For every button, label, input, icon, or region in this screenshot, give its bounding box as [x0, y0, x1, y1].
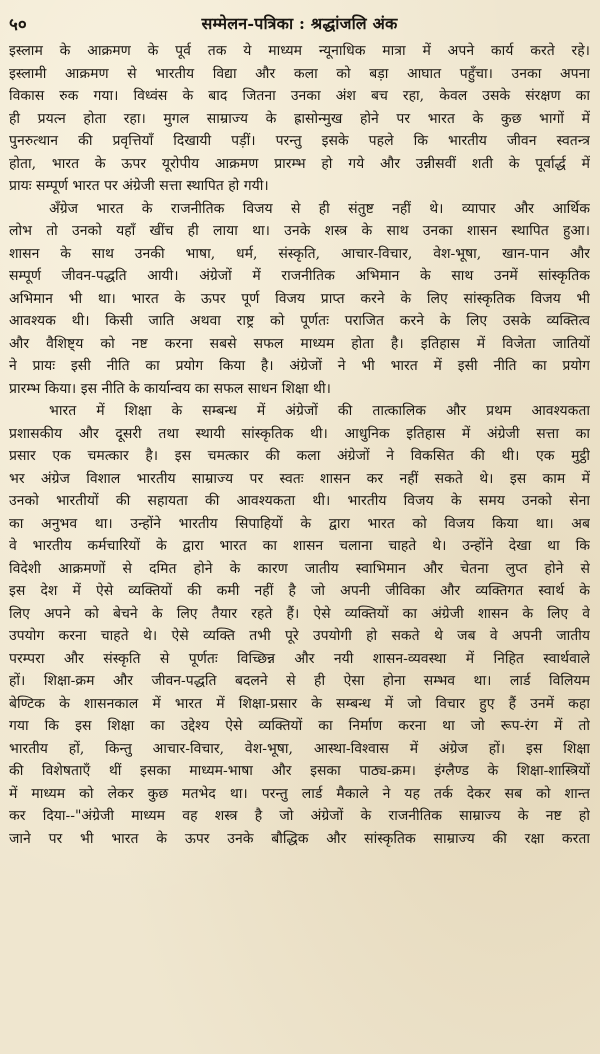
- text-line: गया कि इस शिक्षा का उद्देश्य ऐसे व्यक्तियों का निर्माण करना था जो रूप-रंग में तो: [9, 718, 590, 734]
- text-line: कर दिया--"अंग्रेजी माध्यम वह शस्त्र है जो अंग्रेजों के राजनीतिक साम्राज्य के नष्ट हो: [9, 808, 590, 824]
- text-line: भारतीय हों, किन्तु आचार-विचार, वेश-भूषा, आस्था-विश्वास में अंग्रेज हों। इस शिक्षा: [9, 740, 590, 757]
- paragraph-3: [9, 400, 590, 850]
- text-line: सम्पूर्ण जीवन-पद्धति आयी। अंग्रेजों में राजनीतिक अभिमान के साथ उनमें सांस्कृतिक: [9, 268, 590, 284]
- text-line: बेण्टिक के शासनकाल में भारत में शिक्षा-प्रसार के सम्बन्ध में जो विचार हुए हैं उनमें कहा: [9, 695, 590, 712]
- text-line: भारत में शिक्षा के सम्बन्ध में अंग्रेजों की तात्कालिक और प्रथम आवश्यकता: [49, 403, 590, 419]
- paragraph-2: [9, 198, 590, 401]
- text-line: ने प्रायः इसी नीति का प्रयोग किया है। अंग्रेजों ने भी भारत में इसी नीति का प्रयोग: [9, 358, 590, 374]
- text-line: हों। शिक्षा-क्रम और जीवन-पद्धति बदलने से ही ऐसा होना सम्भव था। लार्ड विलियम: [9, 673, 590, 689]
- text-line: में माध्यम को लेकर कुछ मतभेद था। परन्तु लार्ड मैकाले ने यह तर्क देकर सब को शान्त: [9, 785, 590, 802]
- text-line: वे भारतीय कर्मचारियों के द्वारा भारत का शासन चलाना चाहते थे। उन्होंने देखा था कि: [9, 538, 590, 554]
- text-line: विकास रुक गया। विध्वंस के बाद जितना उनका अंश बच रहा, केवल उसके संरक्षण का: [9, 88, 590, 104]
- text-line: अभिमान भी था। भारत के ऊपर पूर्ण विजय प्राप्त करने के लिए सांस्कृतिक विजय भी: [9, 290, 590, 307]
- text-line: इस देश में ऐसे व्यक्तियों की कमी नहीं है जो अपनी जीविका और व्यक्तिगत स्वार्थ के: [9, 583, 590, 599]
- text-line: भर अंग्रेज विशाल भारतीय साम्राज्य पर स्वतः शासन कर नहीं सकते थे। इस काम में: [9, 470, 590, 487]
- text-line: उनको भारतीयों की सहायता की आवश्यकता थी। भारतीय विजय के समय उनको सेना: [9, 493, 590, 509]
- text-line: जाने पर भी भारत के ऊपर उनके बौद्धिक और सांस्कृतिक साम्राज्य की रक्षा करता: [9, 830, 590, 847]
- page-number: ५०: [9, 15, 27, 35]
- text-line: परम्परा और संस्कृति से पूर्णतः विच्छिन्न और नयी शासन-व्यवस्था में निहित स्वार्थवाले: [9, 650, 590, 667]
- text-line: और वैशिष्ट्य को नष्ट करना सबसे सफल माध्यम होता है। इतिहास में विजेता जातियों: [9, 335, 590, 352]
- text-line: का अनुभव था। उन्होंने भारतीय सिपाहियों के द्वारा भारत को विजय किया था। अब: [9, 515, 590, 532]
- running-head: सम्मेलन-पत्रिका : श्रद्धांजलि अंक: [201, 14, 398, 33]
- text-line: विदेशी आक्रमणों से दमित होने के कारण जातीय स्वाभिमान और चेतना लुप्त होने से: [9, 560, 590, 577]
- text-line: लिए अपने को बेचने के लिए तैयार रहते हैं। ऐसे व्यक्तियों का अंग्रेजी शासन के लिए वे: [9, 605, 590, 622]
- text-line: प्रारम्भ किया। इस नीति के कार्यान्वय का सफल साधन शिक्षा थी।: [9, 380, 331, 397]
- page-header: [9, 8, 590, 38]
- text-line: आवश्यक थी। किसी जाति अथवा राष्ट्र को पूर्णतः पराजित करने के लिए उसके व्यक्तित्व: [9, 313, 590, 329]
- text-line: लोभ तो उनको यहाँ खींच ही लाया था। उनके शस्त्र के साथ उनका शासन स्थापित हुआ।: [9, 223, 590, 239]
- text-line: शासन के साथ उनकी भाषा, धर्म, संस्कृति, आचार-विचार, वेश-भूषा, खान-पान और: [9, 245, 590, 262]
- text-line: प्रायः सम्पूर्ण भारत पर अंग्रेजी सत्ता स्थापित हो गयी।: [9, 178, 269, 194]
- text-line: प्रसार एक चमत्कार है। इस चमत्कार की कला अंग्रेजों ने विकसित की थी। एक मुट्ठी: [9, 448, 590, 464]
- text-line: प्रशासकीय और दूसरी तथा स्थायी सांस्कृतिक थी। आधुनिक इतिहास में अंग्रेजी सत्ता का: [9, 425, 590, 442]
- paragraph-1: [9, 40, 590, 198]
- text-line: ही प्रयत्न होता रहा। मुगल साम्राज्य के ह्रासोन्मुख होने पर भारत के कुछ भागों में: [9, 110, 590, 127]
- text-line: पुनरुत्थान की प्रवृत्तियाँ दिखायी पड़ीं। परन्तु इसके पहले कि भारतीय जीवन स्वतन्त्र: [9, 133, 590, 149]
- body-text: [9, 40, 590, 850]
- text-line: होता, भारत के ऊपर यूरोपीय आक्रमण प्रारम्भ हो गये और उन्नीसवीं शती के पूर्वार्द्ध में: [9, 155, 590, 172]
- text-line: इस्लामी आक्रमण से भारतीय विद्या और कला को बड़ा आघात पहुँचा। उनका अपना: [9, 65, 590, 82]
- text-line: इस्लाम के आक्रमण के पूर्व तक ये माध्यम न्यूनाधिक मात्रा में अपने कार्य करते रहे।: [9, 43, 590, 59]
- text-line: अँग्रेज भारत के राजनीतिक विजय से ही संतुष्ट नहीं थे। व्यापार और आर्थिक: [49, 200, 590, 217]
- text-line: की विशेषताएँ थीं इसका माध्यम-भाषा और इसका पाठ्य-क्रम। इंग्लैण्ड के शिक्षा-शास्त्रियों: [9, 763, 590, 779]
- text-line: उपयोग करना चाहते थे। ऐसे व्यक्ति तभी पूरे उपयोगी हो सकते थे जब वे अपनी जातीय: [9, 628, 590, 644]
